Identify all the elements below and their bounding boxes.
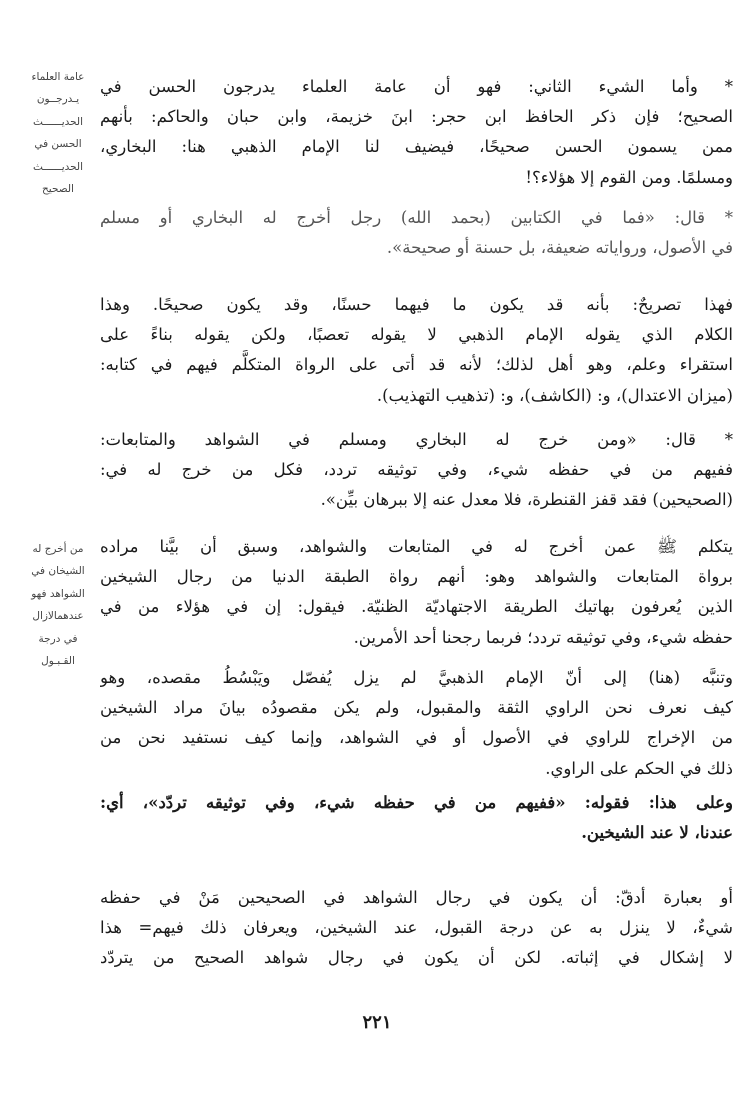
paragraph	[100, 788, 733, 848]
text-line: كيف نعرف نحن الراوي الثقة والمقبول، ولم يكن مقصودُه بيانَ مراد الشيخين	[100, 698, 733, 718]
text-line: ومسلمًا. ومن القوم إلا هؤلاء؟!	[525, 167, 733, 187]
text-line: استقراء وعلم، وهو أهل لذلك؛ لأنه قد أتى على الرواة المتكلَّم فيهم في كتابه:	[100, 355, 733, 375]
margin-note-line: عامة العلماء	[31, 71, 85, 83]
text-line: وعلى هذا: فقوله: «ففيهم من في حفظه شيء، وفي توثيقه تردّد»، أي:	[100, 793, 733, 812]
margin-note	[22, 538, 94, 672]
text-line: الصحيح؛ فإن ذكر الحافظ ابن حجر: ابنَ خزيمة، وابن حبان والحاكم: بأنهم	[100, 107, 733, 127]
margin-note-line: الحسن في	[34, 138, 82, 151]
paragraph	[100, 883, 733, 974]
text-line: لا إشكال في إثباته. لكن أن يكون في رجال شواهد الصحيح من يتردّد	[100, 948, 733, 968]
text-line: * قال: «فما في الكتابين (بحمد الله) رجل أخرج له البخاري أو مسلم	[100, 208, 733, 227]
margin-note-line: من أخرج له	[32, 543, 84, 555]
margin-note-line: القـبـول	[41, 655, 75, 668]
text-line: الذين يُعرفون بهاتيك الطريقة الاجتهاديّة الظنيّة. فيقول: إن في هؤلاء من في	[100, 597, 733, 617]
text-line: (الصحيحين) فقد قفز القنطرة، فلا معدل عنه إلا ببرهان بيِّن».	[320, 490, 733, 510]
text-line: الكلام الذي يقوله الإمام الذهبي لا يقوله تعصبًا، ولكن يقوله بناءً على	[100, 325, 733, 345]
text-line: برواة المتابعات والشواهد وهو: أنهم رواة الطبقة الدنيا من رجال الشيخين	[100, 567, 733, 587]
margin-note-line: الشواهد فهو	[31, 587, 85, 600]
text-line: وتنبَّه (هنا) إلى أنّ الإمام الذهبيَّ لم يزل يُفصّل ويَبْسُطُ مقصده، وهو	[100, 668, 733, 687]
paragraph	[100, 663, 733, 784]
text-line: (ميزان الاعتدال)، و: (الكاشف)، و: (تذهيب التهذيب).	[376, 385, 733, 405]
margin-note-line: الحديــــــث	[32, 160, 84, 173]
text-line: * قال: «ومن خرج له البخاري ومسلم في الشواهد والمتابعات:	[100, 430, 733, 449]
text-line: ذلك في الحكم على الراوي.	[545, 758, 733, 778]
paragraph	[100, 203, 733, 263]
text-line: ففيهم من في حفظه شيء، وفي توثيقه تردد، فكل من خرج له في:	[100, 460, 733, 480]
margin-note-line: الشيخان في	[31, 565, 85, 578]
paragraph	[100, 425, 733, 516]
margin-note-line: الصحيح	[42, 183, 74, 196]
margin-note-line: يـدرجــون	[36, 93, 80, 106]
text-line: من الإخراج للراوي في الأصول أو في الشواهد، وإنما كيف نستفيد نحن من	[100, 728, 733, 748]
text-line: حفظه شيء، وفي توثيقه تردد؛ فربما رجحنا أحد الأمرين.	[353, 627, 733, 647]
text-line: ممن يسمون الحسن صحيحًا، فيضيف لنا الإمام الذهبي هنا: البخاري،	[100, 137, 733, 157]
paragraph	[100, 532, 733, 653]
text-line: أو بعبارة أدقّ: أن يكون في رجال الشواهد في الصحيحين مَنْ في حفظه	[100, 888, 733, 907]
page-number: ٢٢١	[362, 1012, 392, 1033]
text-line: فهذا تصريحٌ: بأنه قد يكون ما فيهما حسنًا، وقد يكون صحيحًا. وهذا	[100, 295, 733, 314]
paragraph	[100, 290, 733, 411]
text-line: عندنا، لا عند الشيخين.	[581, 823, 733, 843]
margin-note-line: في درجة	[38, 632, 78, 645]
margin-note	[22, 66, 94, 200]
text-line: * وأما الشيء الثاني: فهو أن عامة العلماء يدرجون الحسن في	[100, 77, 733, 96]
paragraph	[100, 72, 733, 193]
margin-note-line: الحديــــــث	[32, 115, 84, 128]
margin-note-line: عندهمالازال	[32, 610, 84, 623]
text-line: يتكلم ﷺ عمن أخرج له في المتابعات والشواهد، وسبق أن بيَّنا مراده	[100, 537, 733, 556]
text-line: في الأصول، ورواياته ضعيفة، بل حسنة أو صحيحة».	[386, 238, 733, 258]
text-line: شيءٌ، لا ينزل به عن درجة القبول، عند الشيخين، ويعرفان ذلك فيهم= هذا	[100, 918, 733, 938]
